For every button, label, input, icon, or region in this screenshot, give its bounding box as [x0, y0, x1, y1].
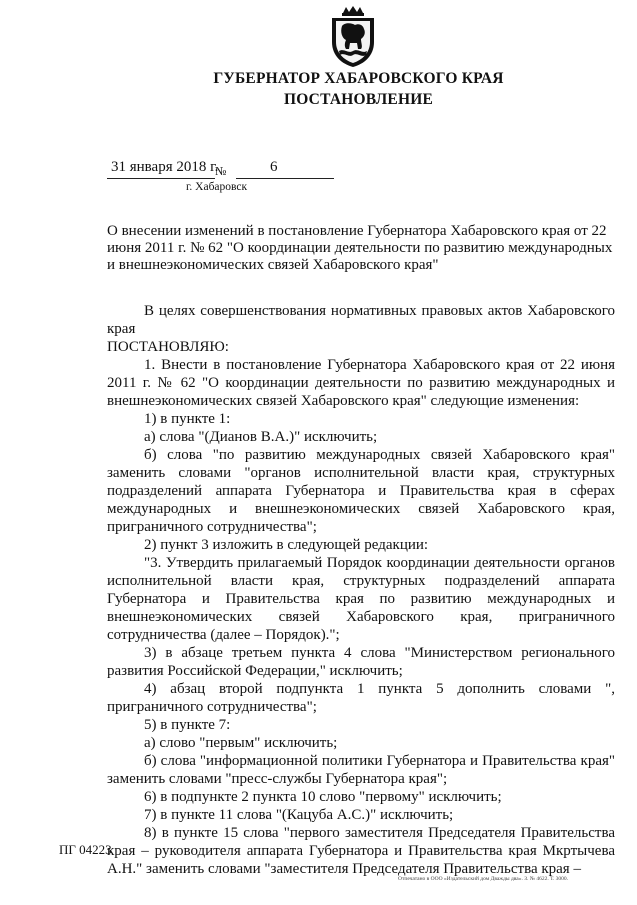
document-city: г. Хабаровск — [186, 181, 248, 193]
paragraph-item: 2) пункт 3 изложить в следующей редакции: — [144, 537, 429, 553]
form-code: ПГ 04223 — [59, 842, 112, 857]
paragraph-item: 8) в пункте 15 слова "первого заместителя Председателя Правительства края – руководителя аппарата Губернатора и Правительства края Мкртычева А.Н." заменить словами "заместителя Председателя Правительства края – — [107, 825, 615, 877]
paragraph-item: 1. Внести в постановление Губернатора Хабаровского края от 22 июня 2011 г. № 62 "О координации деятельности по развитию международных и внешнеэкономических связей Хабаровского края" следующие изменения: — [107, 357, 615, 409]
paragraph-item: 3) в абзаце третьем пункта 4 слова "Министерством регионального развития Российской Федерации," исключить; — [107, 645, 615, 679]
date-underline — [107, 178, 215, 179]
document-date: 31 января 2018 г. — [111, 159, 219, 175]
paragraph-item: 7) в пункте 11 слова "(Кацуба А.С.)" исключить; — [144, 807, 454, 823]
number-sign: № — [215, 164, 227, 178]
preamble-paragraph: В целях совершенствования нормативных правовых актов Хабаровского края — [107, 303, 615, 337]
paragraph-item: б) слова "по развитию международных связей Хабаровского края" заменить словами "органов исполнительной власти края, структурных подразделений аппарата Губернатора и Правительства края в сферах международных и внешнеэкономических связей Хабаровского края, приграничного сотрудничества"; — [107, 447, 615, 535]
khabarovsk-coat-of-arms-icon — [328, 6, 378, 68]
paragraph-item: "3. Утвердить прилагаемый Порядок координации деятельности органов исполнительной власти края, структурных подразделений аппарата Губернатора и Правительства края по развитию международных и внешнеэкономических связей Хабаровского края, приграничного сотрудничества (далее – Порядок)."; — [107, 555, 615, 643]
paragraph-item: 1) в пункте 1: — [144, 411, 231, 427]
paragraph-item: 5) в пункте 7: — [144, 717, 231, 733]
number-underline — [236, 178, 334, 179]
paragraph-item: 4) абзац второй подпункта 1 пункта 5 дополнить словами ", приграничного сотрудничества"; — [107, 681, 615, 715]
governor-heading: ГУБЕРНАТОР ХАБАРОВСКОГО КРАЯ — [213, 70, 504, 87]
paragraph-item: а) слово "первым" исключить; — [144, 735, 338, 751]
document-subject: О внесении изменений в постановление Губернатора Хабаровского края от 22 июня 2011 г. № 62 "О координации деятельности по развитию международных и внешнеэкономических связей Хабаровского края" — [107, 223, 613, 273]
document-type-heading: ПОСТАНОВЛЕНИЕ — [283, 91, 434, 108]
document-body — [107, 223, 615, 878]
paragraph-item: а) слова "(Дианов В.А.)" исключить; — [144, 429, 378, 445]
document-number: 6 — [270, 159, 278, 175]
resolution-keyword: ПОСТАНОВЛЯЮ: — [107, 339, 229, 355]
paragraph-item: 6) в подпункте 2 пункта 10 слово "первому" исключить; — [144, 789, 502, 805]
paragraph-item: б) слова "информационной политики Губернатора и Правительства края" заменить словами "пресс-службы Губернатора края"; — [107, 753, 615, 787]
print-note: Отпечатано в ООО «Издательский дом Дважды два». З. № 4622. Т. 3000. — [398, 876, 569, 882]
